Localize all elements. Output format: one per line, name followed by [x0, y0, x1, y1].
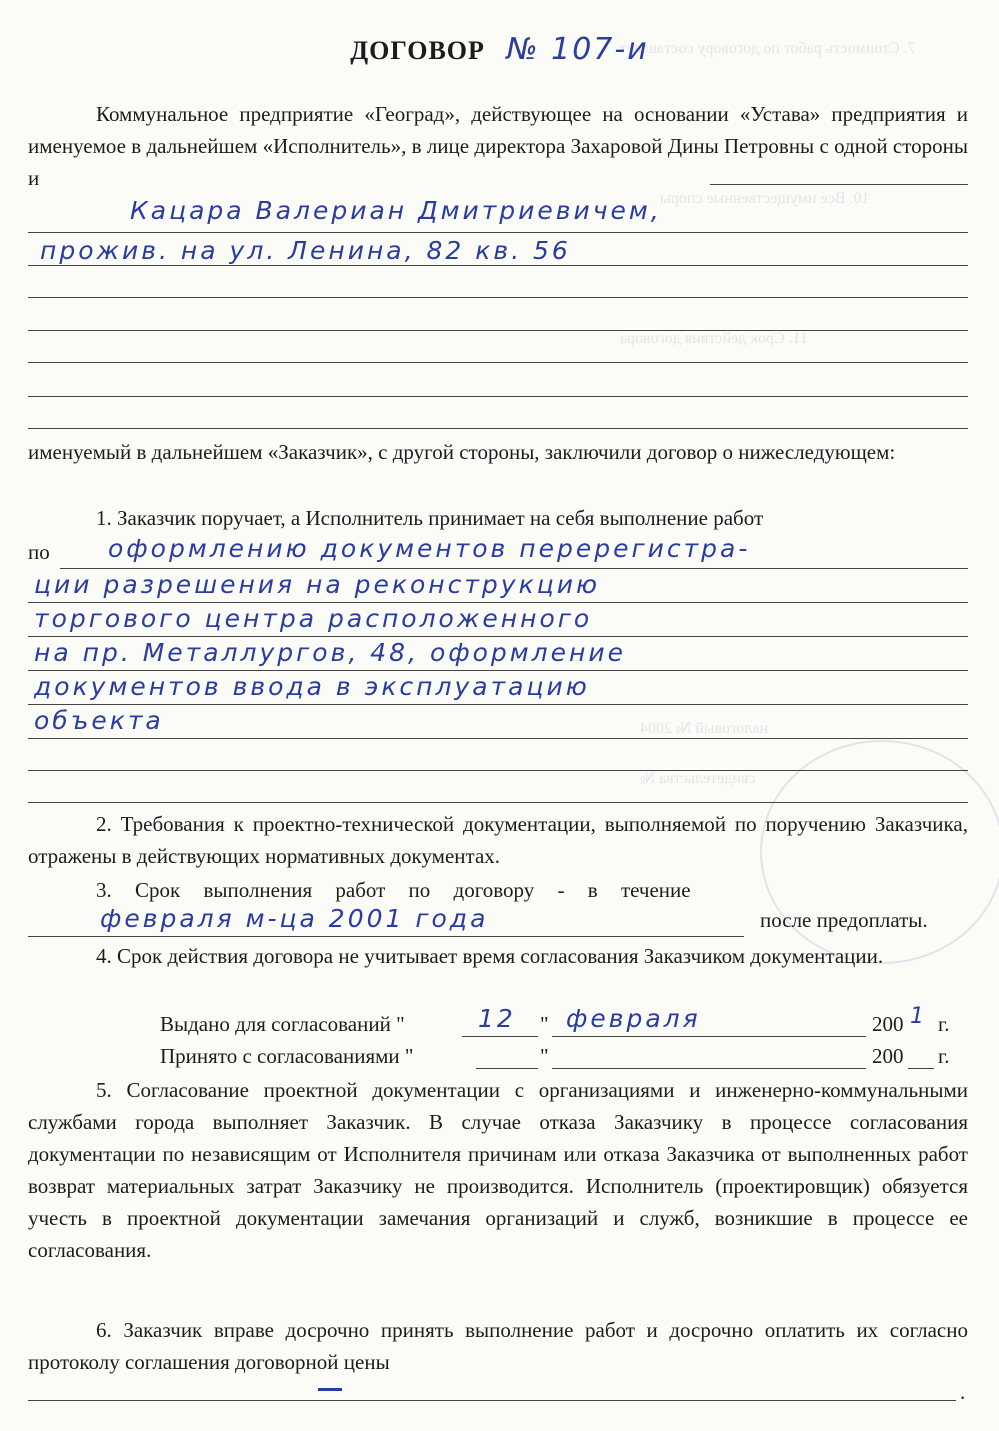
fill-line [28, 802, 968, 803]
fill-line [552, 1068, 866, 1069]
document-title [0, 32, 999, 67]
quote-mark: " [540, 1044, 549, 1068]
clause-3: 3. Срок выполнения работ по договору - в течение [96, 878, 691, 902]
customer-address-handwritten: прожив. на ул. Ленина, 82 кв. 56 [40, 236, 571, 265]
work-line-6: объекта [34, 706, 164, 735]
year-suffix: г. [938, 1044, 950, 1068]
period-mark: . [960, 1380, 966, 1404]
fill-line [28, 362, 968, 363]
issued-month: февраля [566, 1004, 701, 1033]
fill-line [28, 670, 968, 671]
accepted-label: Принято с согласованиями " [160, 1044, 414, 1068]
fill-line [28, 232, 968, 233]
work-line-2: ции разрешения на реконструкцию [34, 570, 601, 599]
fill-line [28, 936, 744, 937]
clause-2: 2. Требования к проектно-технической документации, выполняемой по поручению Заказчика, отражены в действующих нормативных документах. [28, 812, 968, 868]
contract-number: № 107-и [506, 32, 649, 67]
issued-year-prefix: 200 [872, 1012, 904, 1036]
fill-line [28, 704, 968, 705]
clause-1: 1. Заказчик поручает, а Исполнитель принимает на себя выполнение работ [96, 506, 764, 530]
fill-line [28, 297, 968, 298]
fill-line [28, 636, 968, 637]
clause-1-po: по [28, 540, 50, 564]
issued-day: 12 [478, 1004, 516, 1033]
work-line-5: документов ввода в эксплуатацию [34, 672, 590, 701]
fill-line [908, 1068, 934, 1069]
fill-line [462, 1036, 538, 1037]
fill-line [28, 396, 968, 397]
work-line-3: торгового центра расположенного [34, 604, 593, 633]
term-handwritten: февраля м-ца 2001 года [100, 904, 489, 933]
clause-5: 5. Согласование проектной документации с организациями и инженерно-коммунальными службами города выполняет Заказчик. В случае отказа Заказчику в процессе согласования документации по независящим от Исполнителя причинам или отказа Заказчика от выполненных работ возврат материальных затрат Заказчику не производится. Исполнитель (проектировщик) обязуется учесть в проектной документации замечания организаций и служб, возникшие в процессе ее согласования. [28, 1078, 968, 1262]
preamble-1: Коммунальное предприятие «Геоград», действующее на основании «Устава» предприятия и именуемое в дальнейшем «Исполнитель», в лице директора Захаровой Дины Петровны с одной стороны и [28, 102, 968, 190]
issued-label: Выдано для согласований " [160, 1012, 405, 1036]
fill-line [28, 738, 968, 739]
work-line-4: на пр. Металлургов, 48, оформление [34, 638, 626, 667]
title-text: ДОГОВОР [350, 36, 485, 65]
quote-mark: " [540, 1012, 549, 1036]
fill-line [710, 184, 968, 185]
fill-line [28, 330, 968, 331]
customer-name-handwritten: Кацара Валериан Дмитриевичем, [130, 196, 662, 225]
clause-4: 4. Срок действия договора не учитывает время согласования Заказчиком документации. [96, 944, 884, 968]
fill-line [28, 428, 968, 429]
accepted-year-prefix: 200 [872, 1044, 904, 1068]
year-suffix: г. [938, 1012, 950, 1036]
clause-3-suffix: после предоплаты. [760, 908, 928, 932]
fill-line [60, 568, 968, 569]
preamble-2: именуемый в дальнейшем «Заказчик», с другой стороны, заключили договор о нижеследующем: [28, 440, 896, 464]
work-line-1: оформлению документов перерегистра- [108, 534, 751, 563]
fill-line [28, 770, 968, 771]
fill-line [28, 602, 968, 603]
fill-line [476, 1068, 538, 1069]
clause-6: 6. Заказчик вправе досрочно принять выполнение работ и досрочно оплатить их согласно протоколу соглашения договорной цены [28, 1318, 968, 1374]
fill-line [552, 1036, 866, 1037]
fill-line [28, 265, 968, 266]
issued-year-digit: 1 [910, 1004, 927, 1029]
pen-mark [318, 1388, 342, 1391]
fill-line [28, 1400, 956, 1401]
